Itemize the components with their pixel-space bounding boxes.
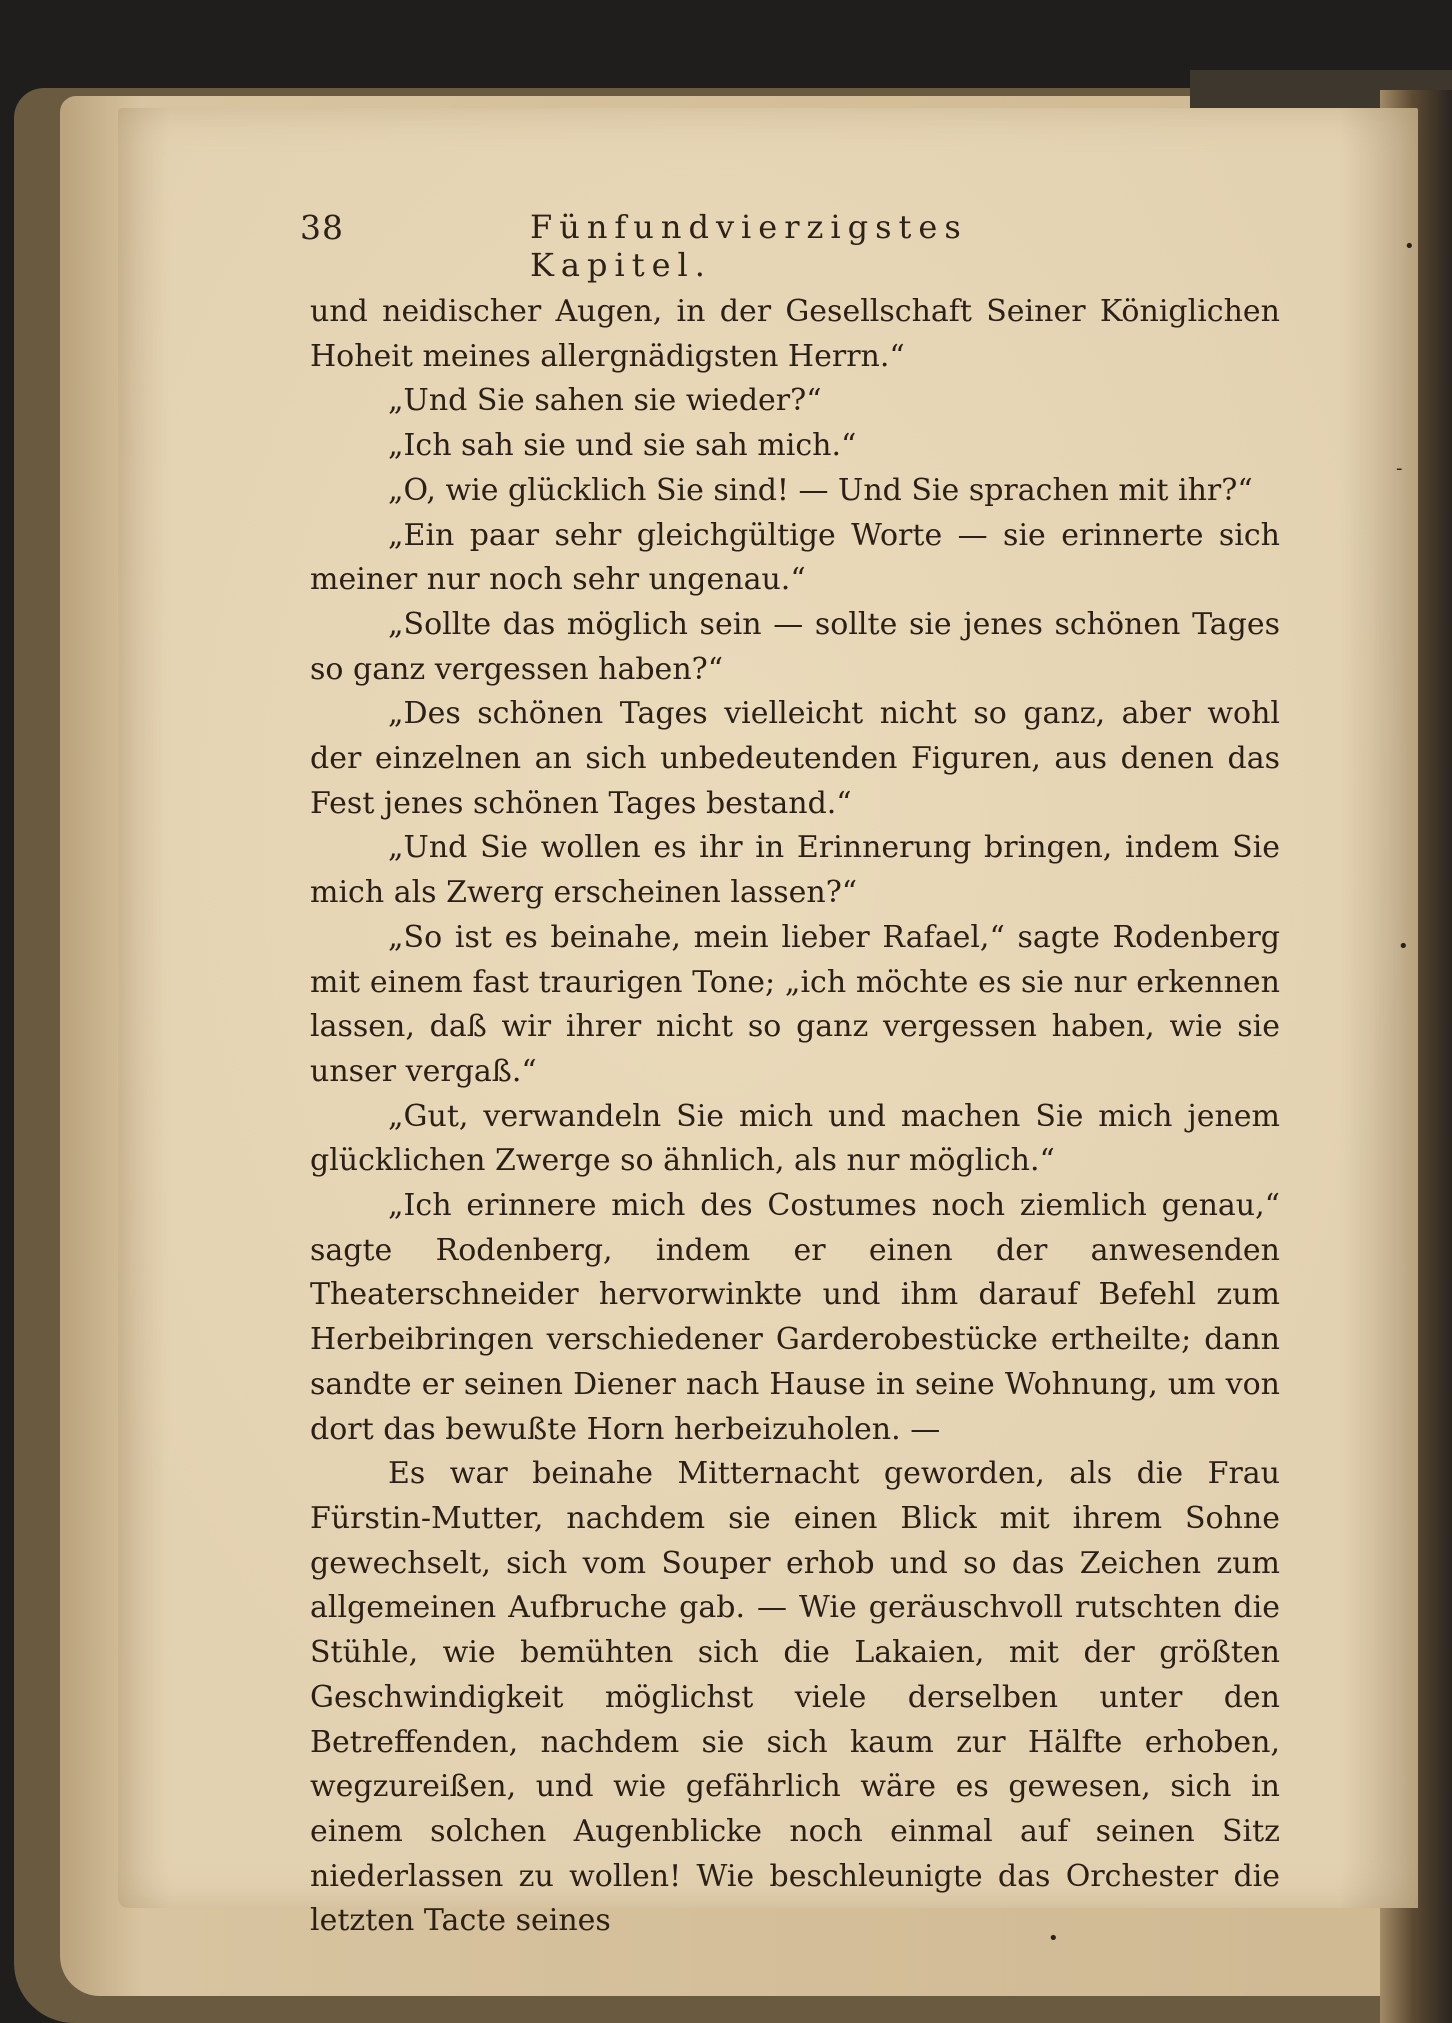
margin-speck: • bbox=[1398, 936, 1409, 957]
page-speck: • bbox=[1048, 1928, 1059, 1949]
paragraph: Es war beinahe Mitternacht geworden, als die Frau Fürstin-Mutter, nachdem sie einen Blick mit ihrem Sohne gewechselt, sich vom Souper erhob und so das Zeichen zum allgemeinen Aufbruche gab. — Wie geräuschvoll rutschten die Stühle, wie bemühten sich die Lakaien, mit der größten Geschwindigkeit möglichst viele derselben unter den Betreffenden, nachdem sie sich kaum zur Hälfte erhoben, wegzureißen, und wie gefährlich wäre es gewesen, sich in einem solchen Augenblicke noch einmal auf seinen Sitz niederlassen zu wollen! Wie beschleunigte das Orchester die letzten Tacte seines bbox=[310, 1456, 1280, 1939]
paragraph: und neidischer Augen, in der Gesellschaft Seiner Königlichen Hoheit meines allergnädigsten Herrn.“ bbox=[310, 294, 1280, 374]
paragraph: „Gut, verwandeln Sie mich und machen Sie mich jenem glücklichen Zwerge so ähnlich, als nur möglich.“ bbox=[310, 1098, 1280, 1179]
margin-speck: • bbox=[1404, 236, 1415, 257]
margin-speck: - bbox=[1396, 458, 1403, 479]
paragraph: „Ein paar sehr gleichgültige Worte — sie erinnerte sich meiner nur noch sehr ungenau.“ bbox=[310, 517, 1280, 598]
page-header bbox=[300, 208, 1040, 284]
paragraph: „Ich erinnere mich des Costumes noch ziemlich genau,“ sagte Rodenberg, indem er einen der anwesenden Theaterschneider hervorwinkte und ihm darauf Befehl zum Herbeibringen verschiedener Garderobestücke ertheilte; dann sandte er seinen Diener nach Hause in seine Wohnung, um von dort das bewußte Horn herbeizuholen. — bbox=[310, 1188, 1280, 1447]
paragraph: „Und Sie sahen sie wieder?“ bbox=[388, 383, 822, 419]
paragraph: „O, wie glücklich Sie sind! — Und Sie sprachen mit ihr?“ bbox=[388, 472, 1253, 508]
paragraph: „Und Sie wollen es ihr in Erinnerung bringen, indem Sie mich als Zwerg erscheinen lassen?“ bbox=[310, 830, 1280, 911]
page-body-text bbox=[310, 290, 1280, 1944]
paragraph: „Ich sah sie und sie sah mich.“ bbox=[388, 428, 857, 464]
paragraph: „Sollte das möglich sein — sollte sie jenes schönen Tages so ganz vergessen haben?“ bbox=[310, 606, 1280, 687]
paragraph: „Des schönen Tages vielleicht nicht so ganz, aber wohl der einzelnen an sich unbedeutenden Figuren, aus denen das Fest jenes schönen Tages bestand.“ bbox=[310, 696, 1280, 821]
paragraph: „So ist es beinahe, mein lieber Rafael,“ sagte Rodenberg mit einem fast traurigen Tone; „ich möchte es sie nur erkennen lassen, daß wir ihrer nicht so ganz vergessen haben, wie sie unser vergaß.“ bbox=[310, 919, 1280, 1089]
running-head-chapter-title: Fünfundvierzigstes Kapitel. bbox=[530, 208, 968, 284]
page-number: 38 bbox=[300, 208, 344, 247]
